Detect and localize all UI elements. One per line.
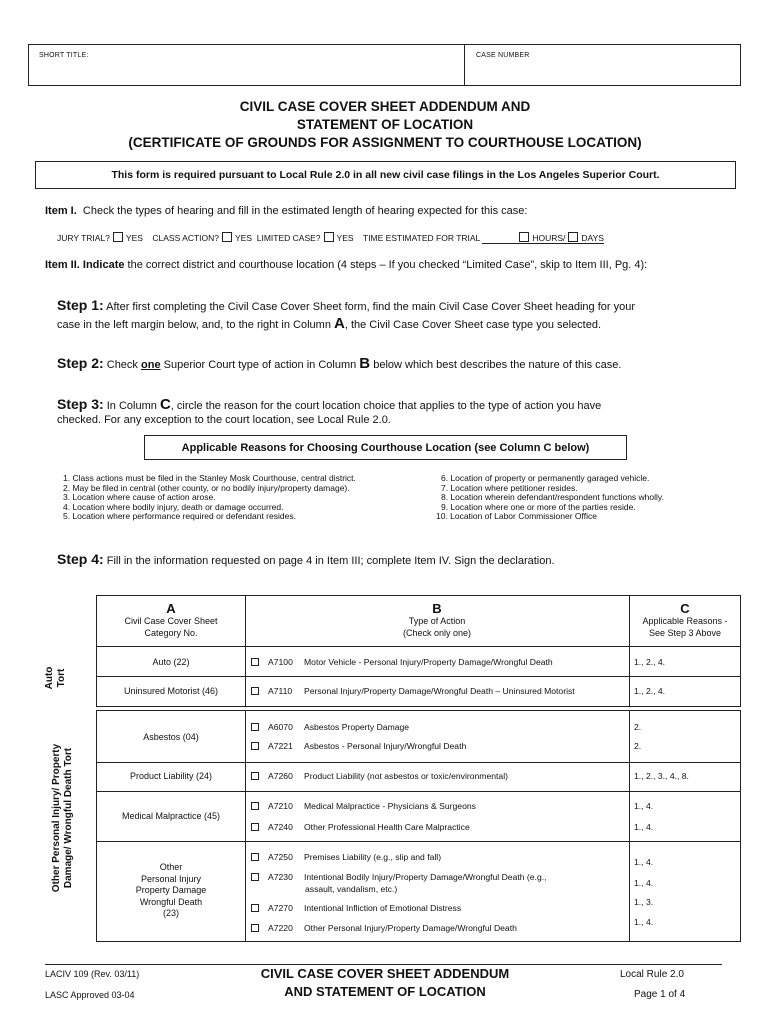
cat-uninsured: Uninsured Motorist (46) xyxy=(123,686,219,696)
reason-item: 6. Location of property or permanently garaged vehicle. xyxy=(441,473,650,483)
step1-line1 xyxy=(57,297,635,313)
reason-item: 9. Location where one or more of the parties reside. xyxy=(441,501,636,512)
col-c-header xyxy=(629,601,741,639)
time-estimate-label: TIME ESTIMATED FOR TRIAL xyxy=(363,233,480,243)
row-divider xyxy=(97,762,740,763)
reasons-a7270: 1., 3. xyxy=(634,897,654,907)
action-checkbox[interactable] xyxy=(251,853,259,861)
step3-text-a: In Column xyxy=(106,400,157,412)
reasons-a7100: 1., 2., 4. xyxy=(634,657,666,667)
step3-line2: checked. For any exception to the court location, see Local Rule 2.0. xyxy=(57,414,391,426)
reason-item: 4. Location where bodily injury, death or damage occurred. xyxy=(63,501,284,512)
action-a7240[interactable] xyxy=(251,822,470,832)
notice-text: This form is required pursuant to Local Rule 2.0 in all new civil case filings in the Los Angeles Superior Court. xyxy=(111,169,660,181)
action-checkbox[interactable] xyxy=(251,658,259,666)
case-number-label: CASE NUMBER xyxy=(476,52,530,59)
step4-line xyxy=(57,551,555,567)
step2-text-a: Check xyxy=(106,359,138,371)
action-code: A7250 xyxy=(268,852,293,862)
row-divider xyxy=(97,841,740,842)
col-a-sub1: Civil Case Cover Sheet xyxy=(124,616,218,626)
reasons-a7230: 1., 4. xyxy=(634,878,654,888)
action-desc: Intentional Infliction of Emotional Distress xyxy=(304,903,462,913)
action-checkbox[interactable] xyxy=(251,742,259,750)
days-checkbox[interactable] xyxy=(568,232,578,242)
col-c-sub2: See Step 3 Above xyxy=(648,627,722,638)
step1-text2b: , the Civil Case Cover Sheet case type you selected. xyxy=(344,319,602,331)
row-divider xyxy=(97,646,740,647)
step2-one: one xyxy=(141,359,161,371)
side-label-line: Auto xyxy=(44,666,55,690)
col-divider xyxy=(245,711,246,941)
reasons-a6070: 2. xyxy=(634,722,642,732)
col-divider xyxy=(629,711,630,941)
action-desc: Other Personal Injury/Property Damage/Wrongful Death xyxy=(304,923,517,933)
step2-line xyxy=(57,355,621,372)
action-code: A7110 xyxy=(268,686,293,696)
row-divider xyxy=(97,791,740,792)
hours-checkbox[interactable] xyxy=(519,232,529,242)
col-b-sub2: (Check only one) xyxy=(402,627,472,638)
action-code: A7220 xyxy=(268,923,293,933)
reasons-a7210: 1., 4. xyxy=(634,801,654,811)
item1-label: Item I. xyxy=(45,205,77,217)
action-a7221[interactable] xyxy=(251,741,466,751)
cat-other-pi xyxy=(97,862,245,920)
action-checkbox[interactable] xyxy=(251,723,259,731)
col-a-sub2: Category No. xyxy=(144,627,198,638)
action-code: A7210 xyxy=(268,801,293,811)
item2-instruction xyxy=(45,259,647,271)
reasons-a7260: 1., 2., 3., 4., 8. xyxy=(634,771,689,781)
side-label-line: Tort xyxy=(56,668,67,688)
action-checkbox[interactable] xyxy=(251,924,259,932)
action-a7270[interactable] xyxy=(251,903,461,913)
hours-label: HOURS/ xyxy=(532,233,566,243)
jury-yes-checkbox[interactable] xyxy=(113,232,123,242)
step2-text-c: below which best describes the nature of this case. xyxy=(373,359,622,371)
action-code: A7100 xyxy=(268,657,293,667)
class-action-yes-checkbox[interactable] xyxy=(222,232,232,242)
form-title-line2: STATEMENT OF LOCATION xyxy=(296,117,474,132)
action-a7250[interactable] xyxy=(251,852,441,862)
action-code: A7240 xyxy=(268,822,293,832)
cat-auto: Auto (22) xyxy=(152,657,190,667)
footer-page-number: Page 1 of 4 xyxy=(634,989,686,1000)
step2-heading: Step 2: xyxy=(57,355,104,371)
jury-trial-label: JURY TRIAL? xyxy=(57,233,110,243)
action-desc: Intentional Bodily Injury/Property Damage/Wrongful Death (e.g., xyxy=(304,872,547,882)
class-action-yes-label: YES xyxy=(235,233,253,243)
time-estimate-input[interactable] xyxy=(482,233,516,244)
action-checkbox[interactable] xyxy=(251,802,259,810)
action-code: A6070 xyxy=(268,722,293,732)
jury-yes-label: YES xyxy=(125,233,143,243)
action-a6070[interactable] xyxy=(251,722,409,732)
action-checkbox[interactable] xyxy=(251,873,259,881)
item2-indicate: Indicate xyxy=(82,259,125,271)
days-label: DAYS xyxy=(581,233,604,243)
cat-other-line: Property Damage xyxy=(135,885,207,895)
limited-yes-checkbox[interactable] xyxy=(324,232,334,242)
footer-form-number: LACIV 109 (Rev. 03/11) xyxy=(45,969,140,979)
step3-line1 xyxy=(57,396,601,413)
action-a7110[interactable] xyxy=(251,686,575,696)
form-title-line1: CIVIL CASE COVER SHEET ADDENDUM AND xyxy=(239,99,531,114)
reasons-a7220: 1., 4. xyxy=(634,917,654,927)
action-a7210[interactable] xyxy=(251,801,476,811)
reasons-a7240: 1., 4. xyxy=(634,822,654,832)
side-label-line: Other Personal Injury/ Property xyxy=(51,743,62,893)
action-checkbox[interactable] xyxy=(251,823,259,831)
col-b-header xyxy=(245,601,629,639)
action-desc: Asbestos - Personal Injury/Wrongful Death xyxy=(304,741,467,751)
col-a-letter: A xyxy=(166,601,176,616)
item1-instruction xyxy=(45,205,527,217)
item2-text: the correct district and courthouse location (4 steps – If you checked “Limited Case”, skip to Item III, Pg. 4): xyxy=(127,259,648,271)
action-desc: Other Professional Health Care Malpractice xyxy=(304,822,470,832)
reasons-title: Applicable Reasons for Choosing Courthouse Location (see Column C below) xyxy=(181,441,590,454)
reason-item: 5. Location where performance required or defendant resides. xyxy=(63,511,296,522)
step2-column-b: B xyxy=(359,355,371,372)
step4-text: Fill in the information requested on page 4 in Item III; complete Item IV. Sign the declaration. xyxy=(106,555,555,567)
col-b-sub1: Type of Action xyxy=(408,616,466,626)
reasons-a7250: 1., 4. xyxy=(634,857,654,867)
reason-item: 1. Class actions must be filed in the Stanley Mosk Courthouse, central district. xyxy=(63,473,356,483)
form-title-line3: (CERTIFICATE OF GROUNDS FOR ASSIGNMENT TO COURTHOUSE LOCATION) xyxy=(128,135,642,150)
side-label-line: Damage/ Wrongful Death Tort xyxy=(63,747,74,889)
footer-local-rule: Local Rule 2.0 xyxy=(620,969,684,980)
reason-item: 8. Location wherein defendant/respondent functions wholly. xyxy=(441,492,664,503)
reason-item: 10. Location of Labor Commissioner Office xyxy=(436,511,597,522)
cat-other-line: Personal Injury xyxy=(140,873,202,884)
reason-item: 7. Location where petitioner resides. xyxy=(441,482,578,493)
reasons-title-box xyxy=(144,435,627,460)
reasons-a7221: 2. xyxy=(634,741,642,751)
action-code: A7221 xyxy=(268,741,293,751)
action-a7230-desc-cont: assault, vandalism, etc.) xyxy=(305,884,398,894)
reasons-list-left xyxy=(63,474,356,522)
limited-case-label: LIMITED CASE? xyxy=(256,233,321,243)
action-a7100[interactable] xyxy=(251,657,553,667)
cat-other-line: Other xyxy=(159,862,183,872)
action-desc: Product Liability (not asbestos or toxic/environmental) xyxy=(304,771,508,781)
reason-item: 3. Location where cause of action arose. xyxy=(63,492,216,503)
action-desc: Medical Malpractice - Physicians & Surgeons xyxy=(304,801,476,811)
cat-asbestos: Asbestos (04) xyxy=(143,732,199,742)
col-b-letter: B xyxy=(432,601,442,616)
action-checkbox[interactable] xyxy=(251,687,259,695)
short-title-label: SHORT TITLE: xyxy=(39,52,89,59)
item1-hearing-options xyxy=(57,232,604,244)
footer-approved: LASC Approved 03-04 xyxy=(45,990,135,1000)
reasons-a7110: 1., 2., 4. xyxy=(634,686,666,696)
action-code: A7260 xyxy=(268,771,293,781)
action-a7260[interactable] xyxy=(251,771,508,781)
step1-line2 xyxy=(57,315,601,332)
step3-text-b: , circle the reason for the court location choice that applies to the type of action you have xyxy=(170,400,602,412)
step4-heading: Step 4: xyxy=(57,551,104,567)
step2-text-b: Superior Court type of action in Column xyxy=(163,359,357,371)
cat-product-liability: Product Liability (24) xyxy=(129,771,213,781)
item1-text: Check the types of hearing and fill in the estimated length of hearing expected for this case: xyxy=(82,205,528,217)
cat-medical-malpractice: Medical Malpractice (45) xyxy=(121,811,221,821)
step3-column-c: C xyxy=(159,396,171,413)
action-desc: Premises Liability (e.g., slip and fall) xyxy=(304,852,442,862)
action-a7220[interactable] xyxy=(251,923,517,933)
table-auto xyxy=(96,595,741,707)
footer-title-line2: AND STATEMENT OF LOCATION xyxy=(284,984,486,999)
action-desc: Personal Injury/Property Damage/Wrongful Death – Uninsured Motorist xyxy=(304,686,575,696)
notice-box xyxy=(35,161,736,189)
col-c-sub1: Applicable Reasons - xyxy=(642,616,728,626)
action-code: A7270 xyxy=(268,903,293,913)
case-number-field[interactable] xyxy=(466,45,740,85)
cat-other-line: (23) xyxy=(162,908,179,918)
footer-title-line1: CIVIL CASE COVER SHEET ADDENDUM xyxy=(260,966,510,981)
reason-item: 2. May be filed in central (other county, or no bodily injury/property damage). xyxy=(63,482,350,493)
step1-column-a: A xyxy=(334,315,345,332)
step3-heading: Step 3: xyxy=(57,396,104,412)
col-c-letter: C xyxy=(680,601,690,616)
action-checkbox[interactable] xyxy=(251,904,259,912)
step1-heading: Step 1: xyxy=(57,297,104,313)
action-code: A7230 xyxy=(268,872,293,882)
action-desc: Motor Vehicle - Personal Injury/Property Damage/Wrongful Death xyxy=(304,657,553,667)
row-divider xyxy=(97,676,740,677)
action-checkbox[interactable] xyxy=(251,772,259,780)
limited-yes-label: YES xyxy=(336,233,354,243)
caption-header xyxy=(28,44,741,86)
step1-text2a: case in the left margin below, and, to the right in Column xyxy=(57,319,331,331)
class-action-label: CLASS ACTION? xyxy=(152,233,219,243)
side-label-other-pi xyxy=(51,698,81,938)
short-title-field[interactable] xyxy=(29,45,465,85)
action-desc: Asbestos Property Damage xyxy=(304,722,410,732)
action-a7230[interactable] xyxy=(251,872,547,882)
cat-other-line: Wrongful Death xyxy=(139,896,203,907)
table-other-pi xyxy=(96,710,741,942)
step1-text1: After first completing the Civil Case Cover Sheet form, find the main Civil Case Cover Sheet heading for your xyxy=(106,301,635,313)
item2-label: Item II. xyxy=(45,259,80,271)
reasons-list-right xyxy=(436,473,664,522)
col-a-header xyxy=(97,601,245,639)
